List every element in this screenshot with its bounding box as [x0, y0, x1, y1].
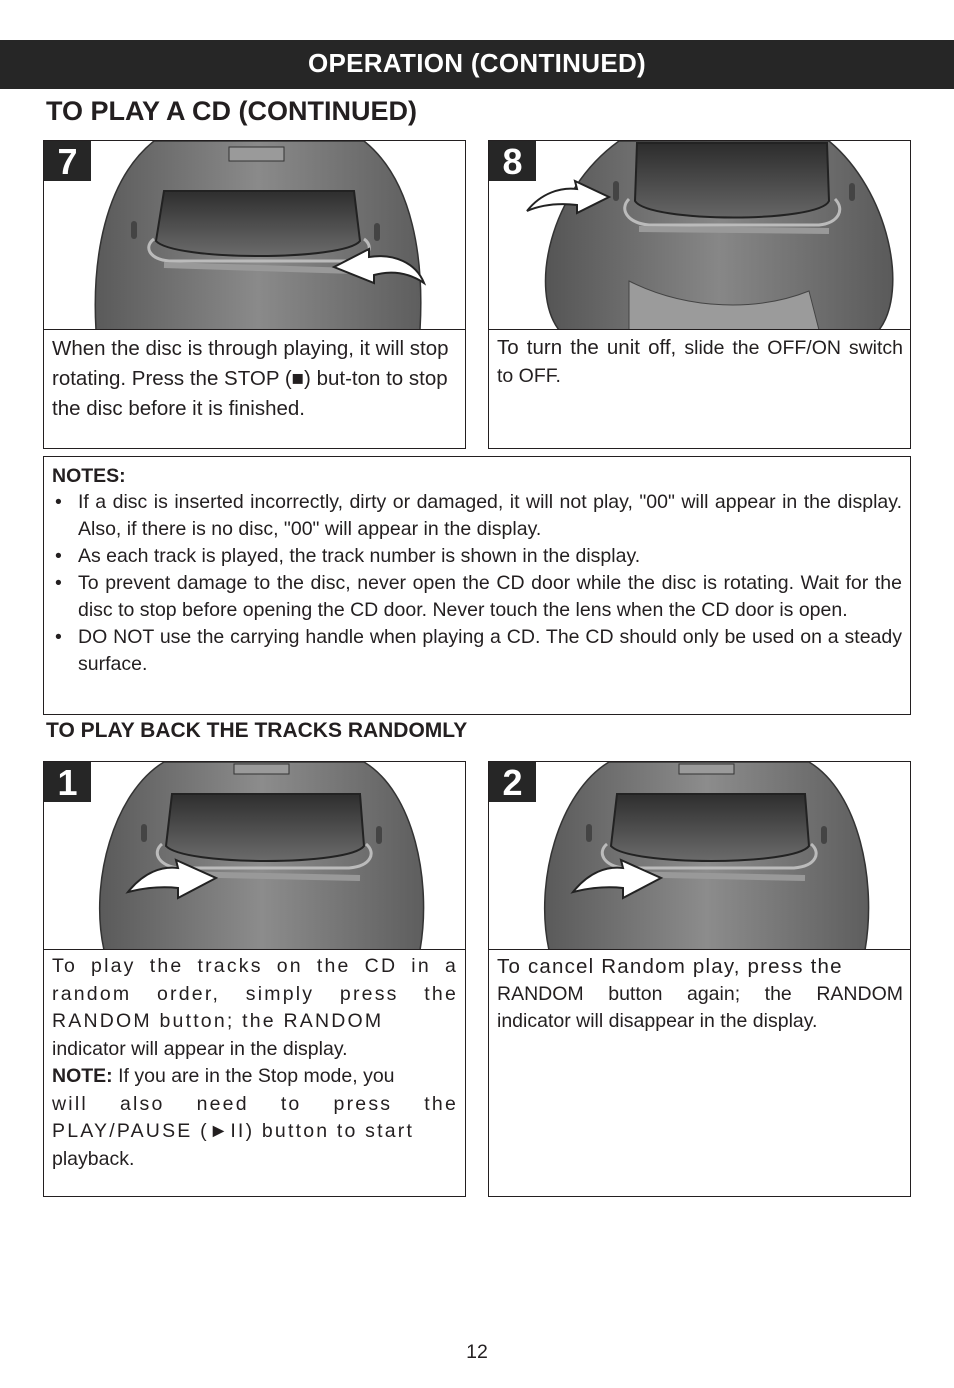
step-number-badge: 8 — [489, 141, 536, 181]
step-1-text — [52, 953, 458, 1173]
step-2-line: RANDOM button again; the RANDOM indicator will disappear in the display. — [497, 982, 903, 1032]
list-item: • As each track is played, the track number is shown in the display. — [52, 543, 902, 570]
step-1-line: playback. — [52, 1147, 135, 1170]
page-number: 12 — [466, 1341, 488, 1363]
step-2-line: To cancel Random play, press the — [497, 955, 843, 978]
cd-player-illustration — [44, 141, 465, 330]
step-1-line: will also need to press the PLAY/PAUSE (►II) button to start — [52, 1092, 458, 1142]
step-number-badge: 7 — [44, 141, 91, 181]
cd-player-illustration — [489, 141, 910, 330]
cd-player-illustration — [44, 762, 465, 950]
section-title-random: TO PLAY BACK THE TRACKS RANDOMLY — [46, 719, 468, 742]
stop-symbol-icon: ■ — [291, 367, 305, 390]
step-1-line: To play the tracks on the CD in a random order, simply press the RANDOM button; the RANDOM — [52, 955, 458, 1032]
step-number-badge: 2 — [489, 762, 536, 802]
list-item: • DO NOT use the carrying handle when playing a CD. The CD should only be used on a steady surface. — [52, 624, 902, 678]
step-1-line: indicator will appear in the display. — [52, 1037, 348, 1060]
list-item: • To prevent damage to the disc, never open the CD door while the disc is rotating. Wait for the disc to stop before opening the CD door. Never touch the lens when the CD door is open. — [52, 570, 902, 624]
section-title-play-cd: TO PLAY A CD (CONTINUED) — [46, 96, 418, 126]
play-pause-icon: ►II — [208, 1120, 246, 1142]
cd-player-illustration — [489, 762, 910, 950]
notes-list — [52, 489, 902, 678]
step-panel-1 — [43, 761, 466, 1197]
step-1-note: NOTE: If you are in the Stop mode, you — [52, 1065, 395, 1087]
step-panel-8 — [488, 140, 911, 449]
list-item: • If a disc is inserted incorrectly, dirty or damaged, it will not play, "00" will appear in the display. Also, if there is no disc, "00" will appear in the display. — [52, 489, 902, 543]
step-7-text: When the disc is through playing, it will stop rotating. Press the STOP (■) but-ton to stop the disc before it is finished. — [52, 337, 449, 420]
step-panel-7 — [43, 140, 466, 449]
step-number-badge: 1 — [44, 762, 91, 802]
step-panel-2 — [488, 761, 911, 1197]
page-header: OPERATION (CONTINUED) — [0, 40, 954, 89]
notes-box — [43, 456, 911, 715]
notes-title: NOTES: — [52, 465, 126, 487]
step-2-text — [497, 953, 903, 1036]
step-8-text: To turn the unit off, slide the OFF/ON switch to OFF. — [497, 336, 903, 387]
